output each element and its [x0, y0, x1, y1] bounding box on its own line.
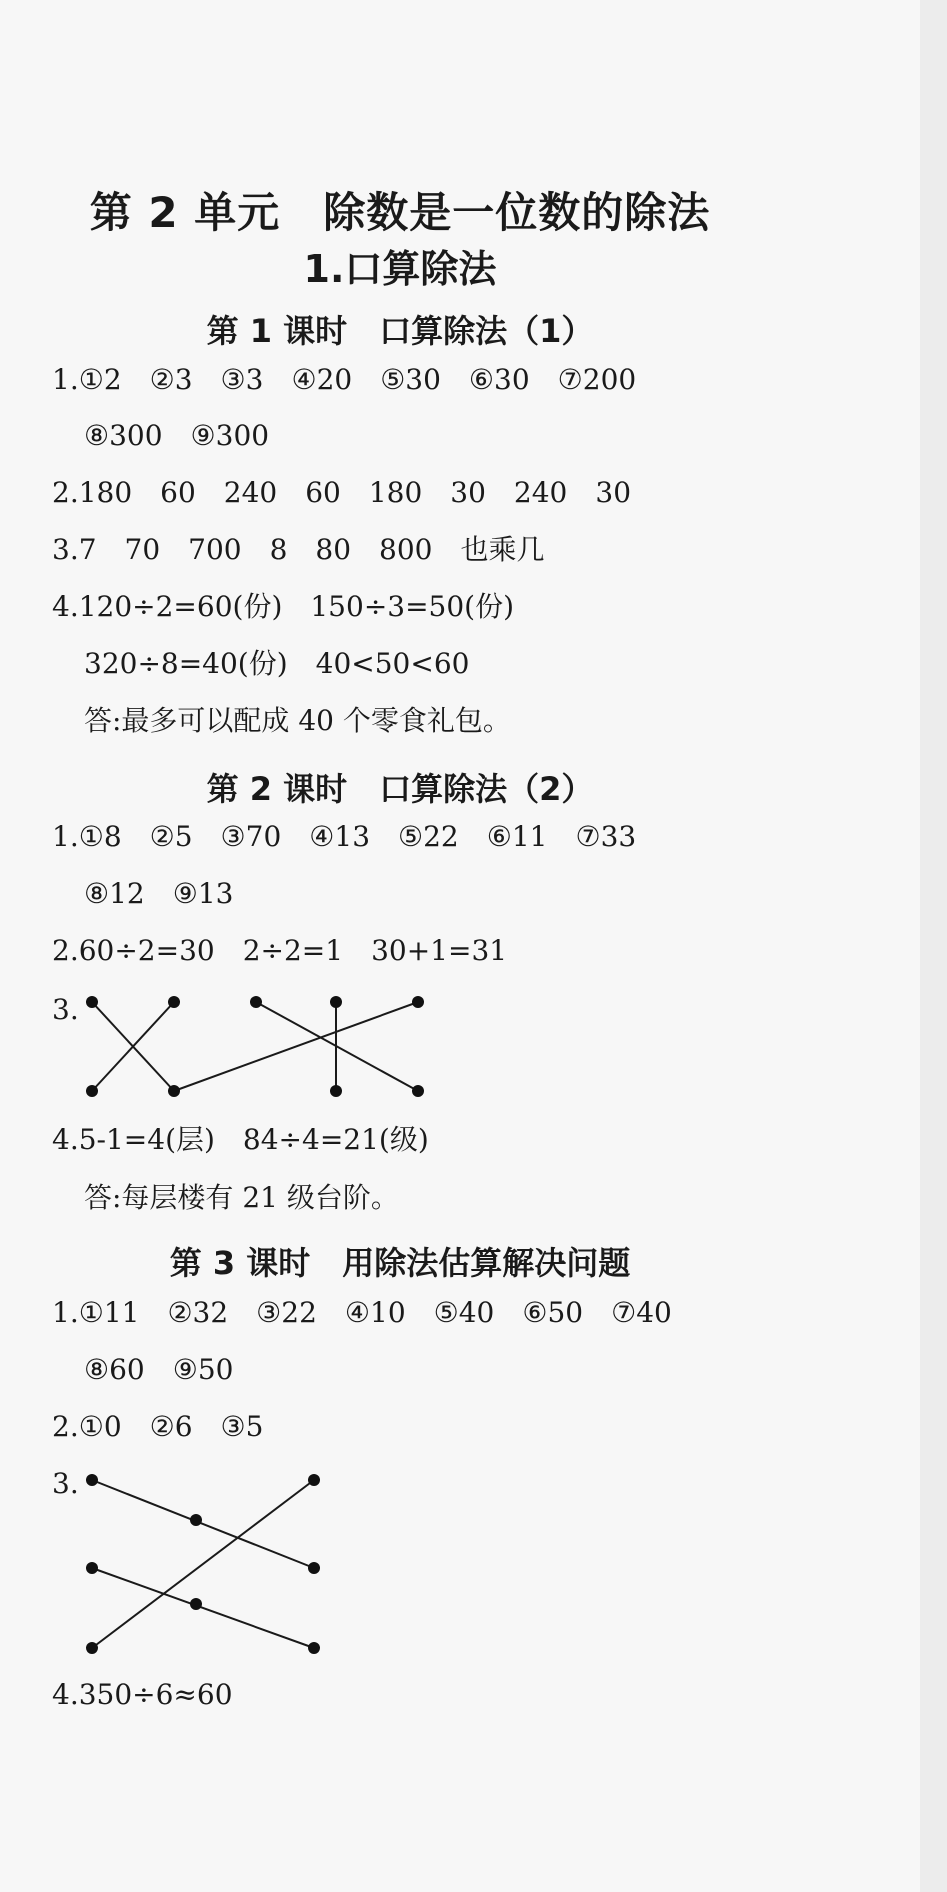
lesson-2-q3-label: 3. — [52, 993, 79, 1026]
match-dot — [86, 1562, 98, 1574]
lesson-1-answer: 答:最多可以配成 40 个零食礼包。 — [84, 704, 511, 737]
match-dot — [86, 1642, 98, 1654]
lesson-1-q1: 1.①2 ②3 ③3 ④20 ⑤30 ⑥30 ⑦200 — [52, 363, 637, 396]
lesson-3-q4: 4.350÷6≈60 — [52, 1678, 233, 1711]
lesson-1-title: 第 1 课时 口算除法（1） — [206, 312, 594, 350]
lesson-3-q2: 2.①0 ②6 ③5 — [52, 1410, 264, 1443]
section-title: 1.口算除法 — [303, 247, 497, 291]
match-dot — [412, 996, 424, 1008]
match-dot — [86, 1474, 98, 1486]
match-dot — [330, 996, 342, 1008]
match-line — [92, 1568, 314, 1648]
lesson-1-q1-cont: ⑧300 ⑨300 — [84, 419, 270, 452]
lesson-3-q1: 1.①11 ②32 ③22 ④10 ⑤40 ⑥50 ⑦40 — [52, 1296, 672, 1329]
lesson-1-q4: 4.120÷2=60(份) 150÷3=50(份) — [52, 590, 515, 623]
match-dot — [308, 1474, 320, 1486]
lesson-2-q2: 2.60÷2=30 2÷2=1 30+1=31 — [52, 934, 508, 967]
lesson-3-q3-label: 3. — [52, 1467, 79, 1500]
lesson-1-q2: 2.180 60 240 60 180 30 240 30 — [52, 476, 632, 509]
lesson-2-title: 第 2 课时 口算除法（2） — [206, 770, 594, 808]
lesson-3-title: 第 3 课时 用除法估算解决问题 — [169, 1244, 631, 1282]
lesson-2-q4: 4.5-1=4(层) 84÷4=21(级) — [52, 1123, 429, 1156]
match-dot — [86, 996, 98, 1008]
match-dot — [168, 1085, 180, 1097]
match-line — [92, 1480, 314, 1568]
match-dot — [168, 996, 180, 1008]
match-line — [174, 1002, 418, 1091]
match-dot — [86, 1085, 98, 1097]
match-dot — [412, 1085, 424, 1097]
lesson-2-q1-cont: ⑧12 ⑨13 — [84, 877, 234, 910]
match-dot — [308, 1562, 320, 1574]
match-dot — [308, 1642, 320, 1654]
match-line — [92, 1480, 314, 1648]
match-dot — [190, 1514, 202, 1526]
lesson-3-q1-cont: ⑧60 ⑨50 — [84, 1353, 234, 1386]
lesson-2-answer: 答:每层楼有 21 级台阶。 — [84, 1181, 399, 1214]
match-dot — [330, 1085, 342, 1097]
lesson-2-q1: 1.①8 ②5 ③70 ④13 ⑤22 ⑥11 ⑦33 — [52, 820, 637, 853]
unit-title: 第 2 单元 除数是一位数的除法 — [89, 188, 711, 237]
lesson-1-q4-cont: 320÷8=40(份) 40<50<60 — [84, 647, 470, 680]
match-dot — [190, 1598, 202, 1610]
lesson-1-q3: 3.7 70 700 8 80 800 也乘几 — [52, 533, 545, 566]
match-dot — [250, 996, 262, 1008]
